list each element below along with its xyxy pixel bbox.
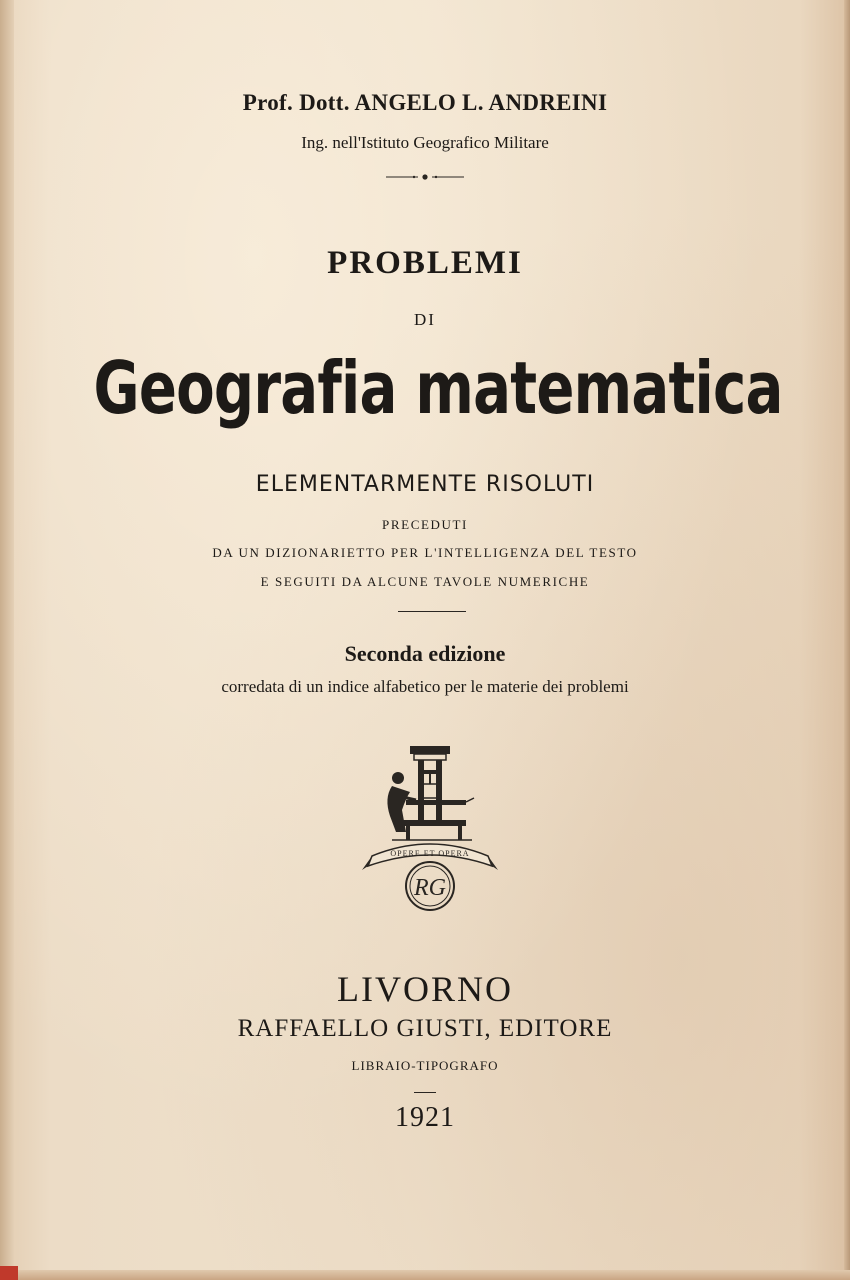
- publisher-name: RAFFAELLO GIUSTI, EDITORE: [237, 1015, 613, 1042]
- description-line-2: DA UN DIZIONARIETTO PER L'INTELLIGENZA DEL TESTO: [212, 545, 638, 560]
- edition-label: Seconda edizione: [344, 641, 506, 666]
- publisher-city: LIVORNO: [337, 969, 513, 1009]
- description-line-1: PRECEDUTI: [382, 517, 468, 532]
- page-spine-edge: [0, 0, 14, 1280]
- page-bottom-edge: [0, 1270, 850, 1280]
- publisher-role: LIBRAIO-TIPOGRAFO: [351, 1058, 499, 1073]
- publication-year: 1921: [395, 1102, 455, 1133]
- divider-rule: [398, 611, 466, 612]
- ornament-divider-icon: [384, 170, 466, 184]
- title-line-problemi: PROBLEMI: [327, 245, 523, 281]
- description-line-3: E SEGUITI DA ALCUNE TAVOLE NUMERICHE: [260, 574, 590, 589]
- emblem-motto: OPERE ET OPERA: [390, 849, 470, 858]
- main-title: Geografia matematica: [93, 346, 783, 430]
- title-line-di: DI: [414, 310, 436, 329]
- author-name: Prof. Dott. ANGELO L. ANDREINI: [242, 90, 608, 115]
- edition-note: corredata di un indice alfabetico per le materie dei problemi: [221, 677, 629, 696]
- author-affiliation: Ing. nell'Istituto Geografico Militare: [301, 133, 549, 152]
- title-subtitle: ELEMENTARMENTE RISOLUTI: [255, 472, 595, 497]
- printer-emblem-icon: [362, 740, 498, 912]
- page-right-edge: [844, 0, 850, 1280]
- emblem-monogram: RG: [414, 875, 446, 901]
- corner-marker: [0, 1266, 18, 1280]
- divider-rule-short: [414, 1092, 436, 1093]
